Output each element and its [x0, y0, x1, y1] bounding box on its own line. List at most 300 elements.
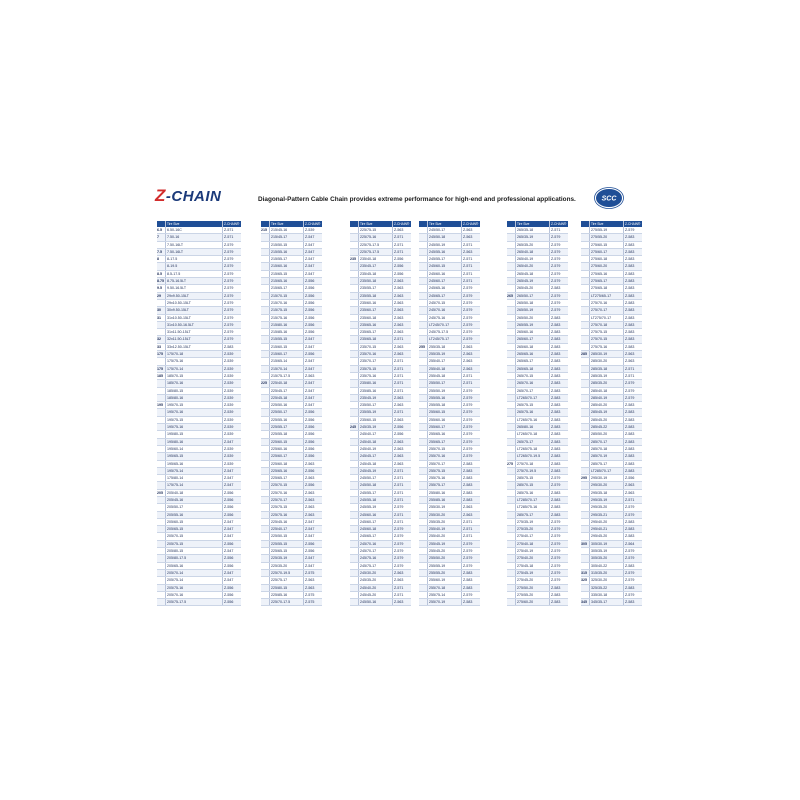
- tire-size-cell: 235/50-17: [358, 402, 392, 408]
- model-cell: Z-563: [392, 461, 411, 467]
- tire-size-cell: 225/60-18: [269, 461, 303, 467]
- model-cell: Z-583: [623, 453, 642, 459]
- model-cell: Z-547: [303, 533, 322, 539]
- width-cell: [261, 577, 269, 583]
- model-cell: Z-583: [461, 482, 480, 488]
- table-row: [507, 256, 568, 263]
- tire-size-cell: 205/70-16: [165, 592, 222, 598]
- model-cell: Z-571: [392, 519, 411, 525]
- model-cell: Z-583: [461, 490, 480, 496]
- tire-size-cell: 205/45-16: [165, 497, 222, 503]
- model-cell: Z-583: [623, 249, 642, 255]
- table-row: [581, 402, 642, 409]
- width-cell: [261, 322, 269, 328]
- table-row: [261, 504, 322, 511]
- width-cell: [419, 227, 427, 233]
- model-cell: Z-579: [549, 519, 568, 525]
- table-row: [419, 439, 480, 446]
- tire-size-cell: 225/55-16: [269, 417, 303, 423]
- width-cell: [419, 358, 427, 364]
- model-cell: Z-547: [222, 548, 241, 554]
- model-cell: Z-583: [623, 409, 642, 415]
- width-cell: [350, 227, 358, 233]
- width-cell: [350, 285, 358, 291]
- width-cell: [419, 322, 427, 328]
- model-cell: Z-563: [392, 395, 411, 401]
- model-cell: Z-556: [303, 285, 322, 291]
- table-row: [350, 293, 411, 300]
- tire-size-cell: 215/45-16: [269, 227, 303, 233]
- header-model: Z-CHAIN®: [463, 222, 479, 226]
- table-row: [261, 373, 322, 380]
- model-cell: Z-563: [392, 293, 411, 299]
- width-cell: [581, 424, 589, 430]
- tire-size-cell: 245/55-17: [427, 256, 461, 262]
- width-cell: [581, 300, 589, 306]
- model-cell: Z-583: [222, 344, 241, 350]
- tire-size-cell: 235/70-16: [358, 351, 392, 357]
- table-row: [419, 366, 480, 373]
- tire-size-cell: 215/75-16: [269, 315, 303, 321]
- model-cell: Z-571: [392, 497, 411, 503]
- table-row: [157, 388, 241, 395]
- width-cell: [419, 402, 427, 408]
- model-cell: Z-563: [392, 439, 411, 445]
- table-row: [581, 490, 642, 497]
- table-row: [350, 599, 411, 606]
- tire-size-cell: 305/30-19: [589, 541, 623, 547]
- model-cell: Z-571: [623, 373, 642, 379]
- model-cell: Z-575: [303, 570, 322, 576]
- table-row: [157, 249, 241, 256]
- model-cell: Z-571: [392, 585, 411, 591]
- table-row: [261, 541, 322, 548]
- model-cell: Z-583: [549, 504, 568, 510]
- tire-size-cell: 275/40-18: [515, 541, 549, 547]
- width-cell: [261, 446, 269, 452]
- tire-size-cell: 225/55-15: [269, 541, 303, 547]
- tire-size-cell: 265/35-19: [515, 234, 549, 240]
- model-cell: Z-571: [549, 227, 568, 233]
- tire-size-cell: 185/70-16: [165, 380, 222, 386]
- width-cell: [157, 417, 165, 423]
- model-cell: Z-563: [461, 249, 480, 255]
- tire-size-cell: 205/75-14: [165, 577, 222, 583]
- width-cell: [261, 453, 269, 459]
- table-row: [581, 424, 642, 431]
- table-row: [581, 526, 642, 533]
- model-cell: Z-583: [549, 431, 568, 437]
- width-cell: [157, 512, 165, 518]
- tire-size-cell: 245/40-20: [358, 585, 392, 591]
- table-row: [581, 453, 642, 460]
- tire-size-cell: 195/75-15: [165, 417, 222, 423]
- model-cell: Z-583: [549, 322, 568, 328]
- width-cell: [261, 409, 269, 415]
- table-row: [507, 446, 568, 453]
- tire-size-cell: 245/40-17: [358, 431, 392, 437]
- table-row: [419, 417, 480, 424]
- tire-size-cell: 305/35-20: [589, 555, 623, 561]
- model-cell: Z-583: [623, 322, 642, 328]
- width-cell: 255: [419, 344, 425, 349]
- model-cell: Z-571: [392, 482, 411, 488]
- model-cell: Z-556: [222, 490, 241, 496]
- table-row: [419, 307, 480, 314]
- tire-size-cell: 265/35-18: [515, 227, 549, 233]
- model-cell: Z-563: [303, 490, 322, 496]
- tire-size-cell: 285/70-19: [589, 453, 623, 459]
- width-cell: [419, 541, 427, 547]
- table-row: [507, 366, 568, 373]
- tire-size-cell: 195/60-14: [165, 446, 222, 452]
- tire-size-cell: 8.75-16.5LT: [165, 278, 222, 284]
- model-cell: Z-563: [392, 322, 411, 328]
- model-cell: Z-556: [303, 351, 322, 357]
- model-cell: Z-563: [392, 227, 411, 233]
- table-row: [261, 395, 322, 402]
- model-cell: Z-579: [549, 548, 568, 554]
- model-cell: Z-579: [549, 234, 568, 240]
- table-row: [419, 285, 480, 292]
- model-cell: Z-579: [392, 548, 411, 554]
- model-cell: Z-583: [623, 446, 642, 452]
- tire-size-cell: 245/75-16: [358, 555, 392, 561]
- table-row: [350, 497, 411, 504]
- model-cell: Z-579: [461, 300, 480, 306]
- width-cell: [419, 526, 427, 532]
- tire-size-cell: 235/40-18: [358, 256, 392, 262]
- width-cell: 235: [350, 257, 356, 262]
- tire-size-cell: 295/45-20: [589, 533, 623, 539]
- width-cell: [419, 446, 427, 452]
- model-cell: Z-547: [303, 256, 322, 262]
- table-row: [507, 388, 568, 395]
- model-cell: Z-539: [222, 366, 241, 372]
- header-model: Z-CHAIN®: [625, 222, 641, 226]
- tire-size-cell: 275/75-15: [589, 329, 623, 335]
- tire-size-cell: 185/70-15: [165, 373, 222, 379]
- tire-size-cell: 275/55-20: [515, 592, 549, 598]
- model-cell: Z-539: [222, 446, 241, 452]
- model-cell: Z-579: [623, 570, 642, 576]
- tire-size-cell: 205/55-16: [165, 512, 222, 518]
- width-cell: [581, 329, 589, 335]
- table-row: [581, 227, 642, 234]
- model-cell: Z-575: [303, 599, 322, 605]
- width-cell: [581, 439, 589, 445]
- width-cell: 195: [157, 403, 163, 408]
- tire-size-cell: 275/60-15: [589, 242, 623, 248]
- width-cell: [581, 278, 589, 284]
- table-row: [157, 358, 241, 365]
- table-row: [581, 555, 642, 562]
- table-row: [261, 278, 322, 285]
- width-cell: [507, 504, 515, 510]
- model-cell: Z-556: [303, 482, 322, 488]
- tire-size-cell: 255/70-16: [427, 453, 461, 459]
- width-cell: [261, 475, 269, 481]
- model-cell: Z-563: [392, 307, 411, 313]
- size-table-1: [157, 221, 241, 606]
- table-row: [419, 300, 480, 307]
- width-cell: 7: [157, 235, 159, 240]
- model-cell: Z-579: [222, 278, 241, 284]
- tire-size-cell: 285/75-17: [589, 461, 623, 467]
- model-cell: Z-579: [549, 555, 568, 561]
- width-cell: [419, 388, 427, 394]
- table-row: [261, 592, 322, 599]
- tire-size-cell: 195/65-15: [165, 453, 222, 459]
- table-row: [157, 599, 241, 606]
- model-cell: Z-547: [303, 263, 322, 269]
- table-row: [581, 409, 642, 416]
- table-row: [419, 599, 480, 606]
- width-cell: [507, 329, 515, 335]
- tire-size-cell: 225/70-15: [269, 482, 303, 488]
- tire-size-cell: 295/35-21: [589, 512, 623, 518]
- table-row: [157, 475, 241, 482]
- width-cell: [157, 577, 165, 583]
- model-cell: Z-579: [549, 482, 568, 488]
- width-cell: [157, 548, 165, 554]
- header-tire-size: Tire Size: [515, 221, 549, 227]
- table-row: [507, 336, 568, 343]
- model-cell: Z-563: [392, 599, 411, 605]
- model-cell: Z-556: [392, 424, 411, 430]
- model-cell: Z-579: [461, 417, 480, 423]
- tire-size-cell: 285/75-15: [515, 475, 549, 481]
- width-cell: [581, 380, 589, 386]
- model-cell: Z-547: [303, 271, 322, 277]
- table-row: [507, 417, 568, 424]
- model-cell: Z-583: [549, 453, 568, 459]
- tire-size-cell: 215/65-15: [269, 271, 303, 277]
- width-cell: [507, 336, 515, 342]
- table-row: [350, 402, 411, 409]
- table-row: [350, 570, 411, 577]
- width-cell: [419, 285, 427, 291]
- width-cell: 175: [157, 366, 163, 371]
- width-cell: [419, 278, 427, 284]
- width-cell: [261, 555, 269, 561]
- header-tire-size: Tire Size: [589, 221, 623, 227]
- model-cell: Z-539: [222, 409, 241, 415]
- model-cell: Z-583: [461, 599, 480, 605]
- tire-size-cell: 31x10.50-16.5LT: [165, 322, 222, 328]
- table-row: [507, 585, 568, 592]
- width-cell: [350, 307, 358, 313]
- width-cell: [581, 409, 589, 415]
- tire-size-cell: 245/60-17: [427, 278, 461, 284]
- tire-size-cell: 265/75-15: [515, 402, 549, 408]
- table-row: [419, 256, 480, 263]
- model-cell: Z-563: [392, 315, 411, 321]
- tire-size-cell: 285/45-19: [589, 409, 623, 415]
- width-cell: [507, 446, 515, 452]
- tire-size-cell: 265/40-18: [515, 249, 549, 255]
- tire-size-cell: 225/45-18: [269, 395, 303, 401]
- model-cell: Z-563: [461, 234, 480, 240]
- width-cell: [157, 592, 165, 598]
- table-row: [350, 366, 411, 373]
- table-row: [157, 351, 241, 358]
- tire-size-cell: 7.50-16LT: [165, 242, 222, 248]
- table-row: [419, 424, 480, 431]
- width-cell: [507, 278, 515, 284]
- width-cell: [419, 570, 427, 576]
- width-cell: [261, 563, 269, 569]
- width-cell: 175: [157, 352, 163, 357]
- width-cell: [350, 519, 358, 525]
- model-cell: Z-571: [392, 366, 411, 372]
- table-row: [261, 424, 322, 431]
- table-row: [350, 307, 411, 314]
- table-row: [157, 555, 241, 562]
- width-cell: [157, 533, 165, 539]
- tire-size-cell: LT275/70-17: [589, 315, 623, 321]
- model-cell: Z-579: [222, 307, 241, 313]
- tire-size-cell: 275/40-19: [515, 548, 549, 554]
- model-cell: Z-556: [392, 431, 411, 437]
- tire-size-cell: 265/60-18: [515, 344, 549, 350]
- table-row: [261, 512, 322, 519]
- width-cell: [507, 227, 515, 233]
- width-cell: [157, 395, 165, 401]
- model-cell: Z-579: [222, 256, 241, 262]
- width-cell: [581, 256, 589, 262]
- table-row: [581, 242, 642, 249]
- table-row: [261, 271, 322, 278]
- width-cell: [157, 322, 165, 328]
- width-cell: [419, 585, 427, 591]
- width-cell: [507, 592, 515, 598]
- table-row: [157, 344, 241, 351]
- width-cell: [157, 453, 165, 459]
- width-cell: [350, 475, 358, 481]
- model-cell: Z-571: [461, 278, 480, 284]
- tire-size-cell: 265/45-18: [515, 271, 549, 277]
- tire-size-cell: 275/70-17: [589, 307, 623, 313]
- table-row: [581, 249, 642, 256]
- width-cell: [419, 307, 427, 313]
- table-row: [261, 519, 322, 526]
- tire-size-cell: 265/45-19: [515, 278, 549, 284]
- width-cell: [507, 519, 515, 525]
- model-cell: Z-571: [392, 380, 411, 386]
- table-row: [581, 388, 642, 395]
- model-cell: Z-583: [623, 431, 642, 437]
- width-cell: [419, 293, 427, 299]
- table-row: [507, 592, 568, 599]
- model-cell: Z-547: [303, 249, 322, 255]
- model-cell: Z-579: [461, 555, 480, 561]
- table-row: [419, 380, 480, 387]
- table-row: [419, 592, 480, 599]
- tire-size-cell: 325/30-20: [589, 577, 623, 583]
- tire-size-cell: 225/45-17: [269, 388, 303, 394]
- width-cell: [581, 249, 589, 255]
- width-cell: [507, 533, 515, 539]
- width-cell: [350, 461, 358, 467]
- model-cell: Z-583: [549, 424, 568, 430]
- model-cell: Z-579: [549, 570, 568, 576]
- scc-logo-icon: [594, 187, 624, 209]
- table-row: [581, 431, 642, 438]
- model-cell: Z-539: [222, 453, 241, 459]
- table-row: [507, 307, 568, 314]
- table-row: [350, 548, 411, 555]
- tire-size-cell: 225/40-18: [269, 380, 303, 386]
- table-row: [581, 548, 642, 555]
- width-cell: [261, 358, 269, 364]
- tire-size-cell: 215/70-15: [269, 293, 303, 299]
- width-cell: [157, 599, 165, 605]
- tire-size-cell: 235/60-15: [358, 417, 392, 423]
- tire-size-cell: 255/75-17: [427, 482, 461, 488]
- tire-size-cell: 7.50-16LT: [165, 249, 222, 255]
- table-row: [261, 409, 322, 416]
- table-row: [350, 490, 411, 497]
- table-row: [507, 234, 568, 241]
- width-cell: [507, 431, 515, 437]
- width-cell: [419, 548, 427, 554]
- tire-size-cell: 255/50-20: [427, 555, 461, 561]
- table-row: [157, 417, 241, 424]
- model-cell: Z-583: [549, 388, 568, 394]
- width-cell: [261, 307, 269, 313]
- table-row: [419, 409, 480, 416]
- model-cell: Z-556: [303, 409, 322, 415]
- table-row: [157, 461, 241, 468]
- tire-size-cell: 195/65-16: [165, 461, 222, 467]
- table-row: [350, 417, 411, 424]
- tire-size-cell: 215/60-17: [269, 351, 303, 357]
- model-cell: Z-579: [549, 271, 568, 277]
- tire-size-cell: 275/70-19.5: [515, 468, 549, 474]
- width-cell: [350, 263, 358, 269]
- table-row: [350, 446, 411, 453]
- tire-size-cell: 295/30-20: [589, 482, 623, 488]
- width-cell: [261, 526, 269, 532]
- table-row: [581, 446, 642, 453]
- width-cell: 225: [261, 381, 267, 386]
- width-cell: [419, 351, 427, 357]
- model-cell: Z-583: [623, 344, 642, 350]
- table-row: [419, 271, 480, 278]
- model-cell: Z-563: [392, 300, 411, 306]
- width-cell: [507, 242, 515, 248]
- tire-size-cell: 285/70-15: [515, 482, 549, 488]
- width-cell: [261, 585, 269, 591]
- width-cell: [419, 468, 427, 474]
- model-cell: Z-579: [549, 242, 568, 248]
- tire-size-cell: 285/40-19: [589, 395, 623, 401]
- model-cell: Z-583: [461, 577, 480, 583]
- table-row: [419, 555, 480, 562]
- table-row: [507, 409, 568, 416]
- tire-size-cell: 225/70-17: [269, 497, 303, 503]
- table-row: [419, 336, 480, 343]
- table-row: [350, 577, 411, 584]
- tire-size-cell: 275/45-20: [515, 577, 549, 583]
- width-cell: [581, 519, 589, 525]
- width-cell: [350, 329, 358, 335]
- model-cell: Z-583: [461, 570, 480, 576]
- width-cell: [581, 431, 589, 437]
- width-cell: 8: [157, 257, 159, 262]
- table-row: [581, 577, 642, 584]
